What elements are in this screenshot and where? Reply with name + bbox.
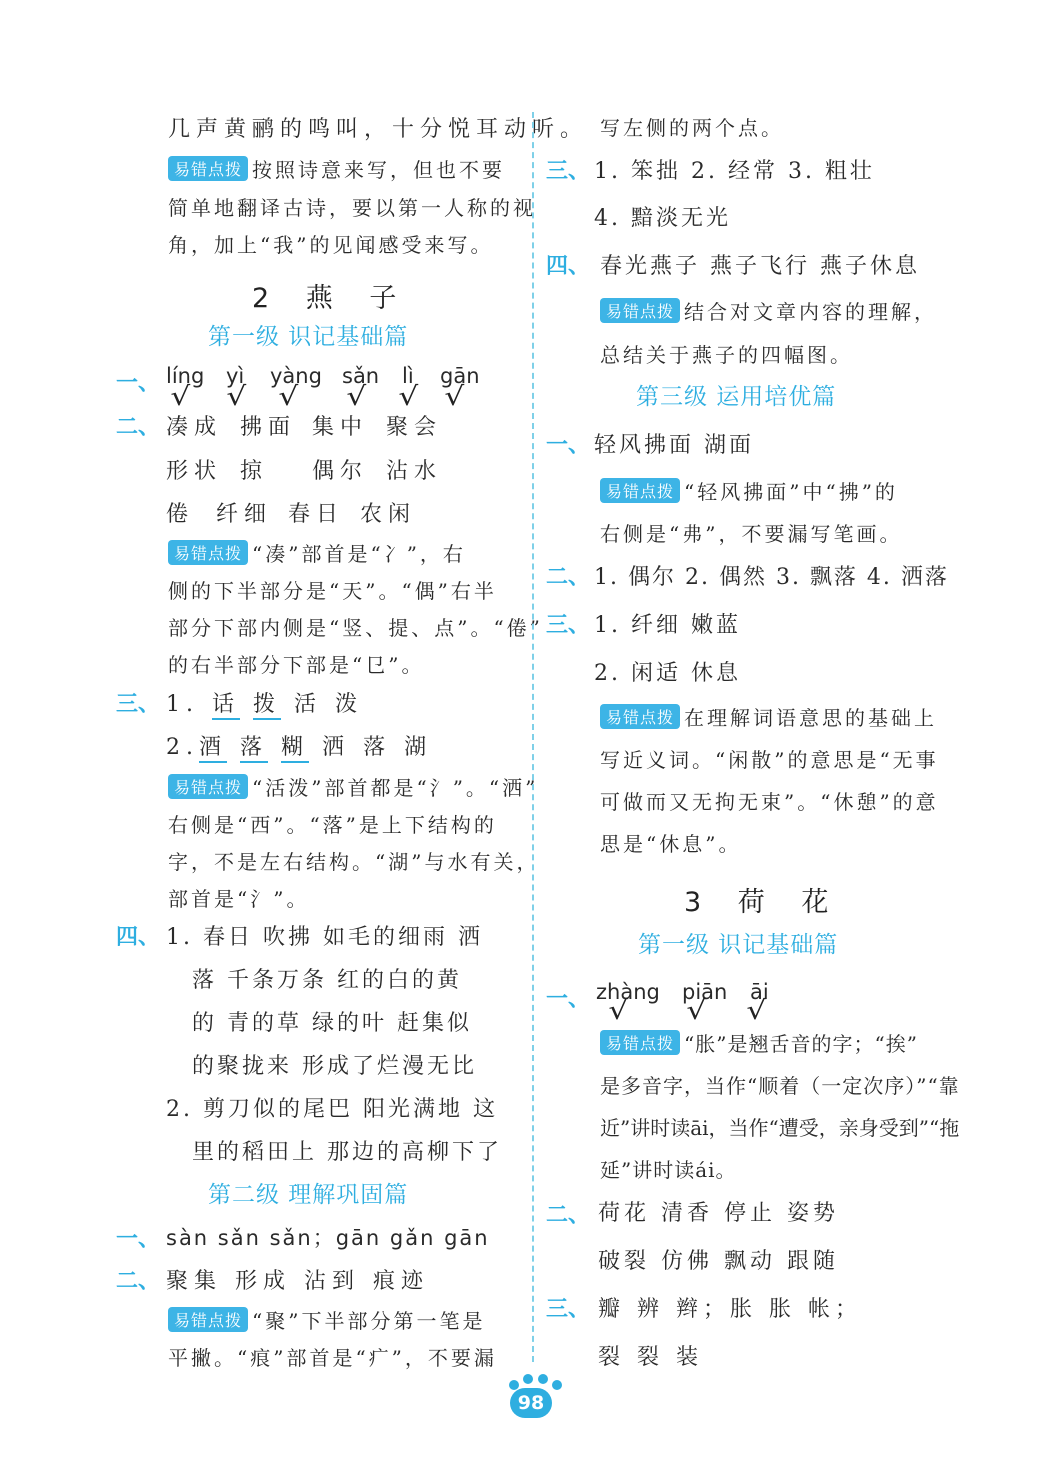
page-number: 98: [510, 1388, 552, 1418]
tip-line: 部分下部内侧是“竖、提、点”。“倦”: [168, 616, 543, 640]
check-mark-icon: √: [746, 996, 767, 1026]
pinyin-line: sàn sǎn sǎn；gān gǎn gān: [166, 1226, 490, 1250]
tip-badge: 易错点拨: [168, 540, 248, 565]
answer-line: 1. 笨拙 2. 经常 3. 粗壮: [594, 159, 875, 184]
tip-line: 部首是“氵”。: [168, 887, 310, 911]
tip-line: 易错点拨 “聚”下半部分第一笔是: [168, 1305, 485, 1334]
level-heading: 第二级 理解巩固篇: [208, 1182, 409, 1208]
question-marker: 二、: [546, 1203, 591, 1228]
level-heading: 第三级 运用培优篇: [636, 384, 837, 410]
tip-badge: 易错点拨: [168, 774, 248, 799]
question-marker: 三、: [116, 692, 161, 717]
question-marker: 四、: [116, 925, 161, 950]
question-marker: 一、: [116, 1227, 161, 1252]
answer-line: 春光燕子 燕子飞行 燕子休息: [600, 254, 920, 279]
question-marker: 二、: [116, 1269, 161, 1294]
question-marker: 二、: [116, 415, 161, 440]
question-marker: 一、: [116, 371, 161, 396]
pinyin: lì: [402, 364, 414, 388]
tip-line: 简单地翻译古诗，要以第一人称的视: [168, 196, 536, 220]
pinyin: yì: [226, 364, 245, 388]
tip-line: 思是“休息”。: [600, 832, 742, 856]
question-marker: 四、: [546, 254, 591, 279]
word: 掠: [240, 459, 269, 484]
pinyin: líng: [166, 364, 205, 388]
word: 纤细: [216, 502, 273, 527]
tip-badge: 易错点拨: [168, 156, 248, 181]
intro-line: 几声黄鹂的鸣叫，十分悦耳动听。: [168, 117, 589, 142]
lesson-title: 3 荷 花: [684, 887, 843, 918]
tip-badge: 易错点拨: [600, 1030, 680, 1055]
tip-line: 字，不是左右结构。“湖”与水有关，: [168, 850, 540, 874]
answer-line: 2.酒 落 糊 洒 落 湖: [166, 730, 432, 761]
pinyin: yàng: [270, 364, 322, 388]
answer-line: 1. 偶尔 2. 偶然 3. 飘落 4. 洒落: [594, 565, 949, 590]
question-marker: 三、: [546, 159, 591, 184]
question-marker: 一、: [546, 433, 591, 458]
answer-line: 破裂 仿佛 飘动 跟随: [598, 1249, 839, 1274]
tip-line: 易错点拨 “轻风拂面”中“拂”的: [600, 476, 898, 505]
check-mark-icon: √: [226, 382, 247, 412]
word: 拂面: [240, 415, 297, 440]
word: 聚会: [386, 415, 443, 440]
tip-line: 写近义词。“闲散”的意思是“无事: [600, 748, 939, 772]
word: 凑成: [166, 415, 223, 440]
answer-line: 荷花 清香 停止 姿势: [598, 1201, 839, 1226]
tip-line: 延”讲时读ái。: [600, 1158, 737, 1182]
paw-toe-icon: [538, 1374, 548, 1384]
tip-line: 易错点拨 “活泼”部首都是“氵”。“洒”: [168, 772, 538, 801]
answer-line: 1. 春日 吹拂 如毛的细雨 洒: [166, 925, 483, 950]
question-marker: 三、: [546, 1297, 591, 1322]
column-divider: [532, 112, 534, 1362]
tip-badge: 易错点拨: [600, 478, 680, 503]
check-mark-icon: √: [444, 382, 465, 412]
tip-line: 的右半部分下部是“㔾”。: [168, 653, 425, 677]
answer-line: 的 青的草 绿的叶 赶集似: [192, 1011, 472, 1036]
check-mark-icon: √: [686, 996, 707, 1026]
answer-line: 瓣 辨 辫；胀 胀 帐；: [598, 1297, 862, 1322]
tip-badge: 易错点拨: [600, 704, 680, 729]
tip-line: 右侧是“西”。“落”是上下结构的: [168, 813, 497, 837]
tip-line: 易错点拨 按照诗意来写，但也不要: [168, 154, 505, 183]
check-mark-icon: √: [346, 382, 367, 412]
tip-line: 可做而又无拘无束”。“休憩”的意: [600, 790, 939, 814]
answer-line: 1. 纤细 嫩蓝: [594, 613, 741, 638]
check-mark-icon: √: [170, 382, 191, 412]
word: 集中: [312, 415, 369, 440]
check-mark-icon: √: [608, 996, 629, 1026]
question-marker: 一、: [546, 987, 591, 1012]
pinyin: gān: [440, 364, 480, 388]
answer-line: 的聚拢来 形成了烂漫无比: [192, 1054, 477, 1079]
pinyin: sǎn: [342, 364, 380, 388]
word: 形状: [166, 459, 223, 484]
tip-line: 近”讲时读āi，当作“遭受，亲身受到”“拖: [600, 1116, 960, 1140]
tip-line: 右侧是“弗”，不要漏写笔画。: [600, 522, 903, 546]
tip-line: 侧的下半部分是“天”。“偶”右半: [168, 579, 497, 603]
level-heading: 第一级 识记基础篇: [208, 324, 409, 350]
tip-line: 角，加上“我”的见闻感受来写。: [168, 233, 494, 257]
answer-line: 落 千条万条 红的白的黄: [192, 968, 462, 993]
check-mark-icon: √: [398, 382, 419, 412]
tip-line: 易错点拨 结合对文章内容的理解，: [600, 296, 937, 325]
tip-line: 易错点拨 “凑”部首是“冫”，右: [168, 538, 466, 567]
word: 沾水: [386, 459, 443, 484]
answer-line: 1. 话 拨 活 泼: [166, 687, 363, 718]
tip-badge: 易错点拨: [168, 1307, 248, 1332]
tip-line: 易错点拨 “胀”是翘舌音的字；“挨”: [600, 1028, 918, 1057]
paw-toe-icon: [552, 1380, 562, 1390]
tip-line: 写左侧的两个点。: [600, 116, 784, 140]
pinyin: piān: [682, 980, 728, 1004]
answer-line: 2. 闲适 休息: [594, 661, 741, 686]
word: 倦: [166, 502, 195, 527]
check-mark-icon: √: [278, 382, 299, 412]
pinyin: āi: [750, 980, 769, 1004]
tip-line: 是多音字，当作“顺着（一定次序）”“靠: [600, 1074, 960, 1098]
answer-line: 轻风拂面 湖面: [594, 433, 754, 458]
question-marker: 二、: [546, 565, 591, 590]
lesson-title: 2 燕 子: [252, 283, 411, 314]
word: 偶尔: [312, 459, 369, 484]
word: 春日: [288, 502, 345, 527]
tip-line: 总结关于燕子的四幅图。: [600, 343, 853, 367]
tip-line: 易错点拨 在理解词语意思的基础上: [600, 702, 937, 731]
right-column: [538, 0, 1053, 1462]
answer-line: 里的稻田上 那边的高柳下了: [192, 1140, 502, 1165]
pinyin: zhàng: [596, 980, 660, 1004]
tip-badge: 易错点拨: [600, 298, 680, 323]
answer-line: 2. 剪刀似的尾巴 阳光满地 这: [166, 1097, 498, 1122]
paw-toe-icon: [523, 1374, 533, 1384]
level-heading: 第一级 识记基础篇: [638, 932, 839, 958]
answer-line: 裂 裂 装: [598, 1345, 703, 1370]
answer-line: 4. 黯淡无光: [594, 206, 731, 231]
question-marker: 三、: [546, 613, 591, 638]
word: 农闲: [360, 502, 417, 527]
tip-line: 平撇。“痕”部首是“疒”，不要漏: [168, 1346, 497, 1370]
answer-line: 聚集 形成 沾到 痕迹: [166, 1269, 429, 1294]
